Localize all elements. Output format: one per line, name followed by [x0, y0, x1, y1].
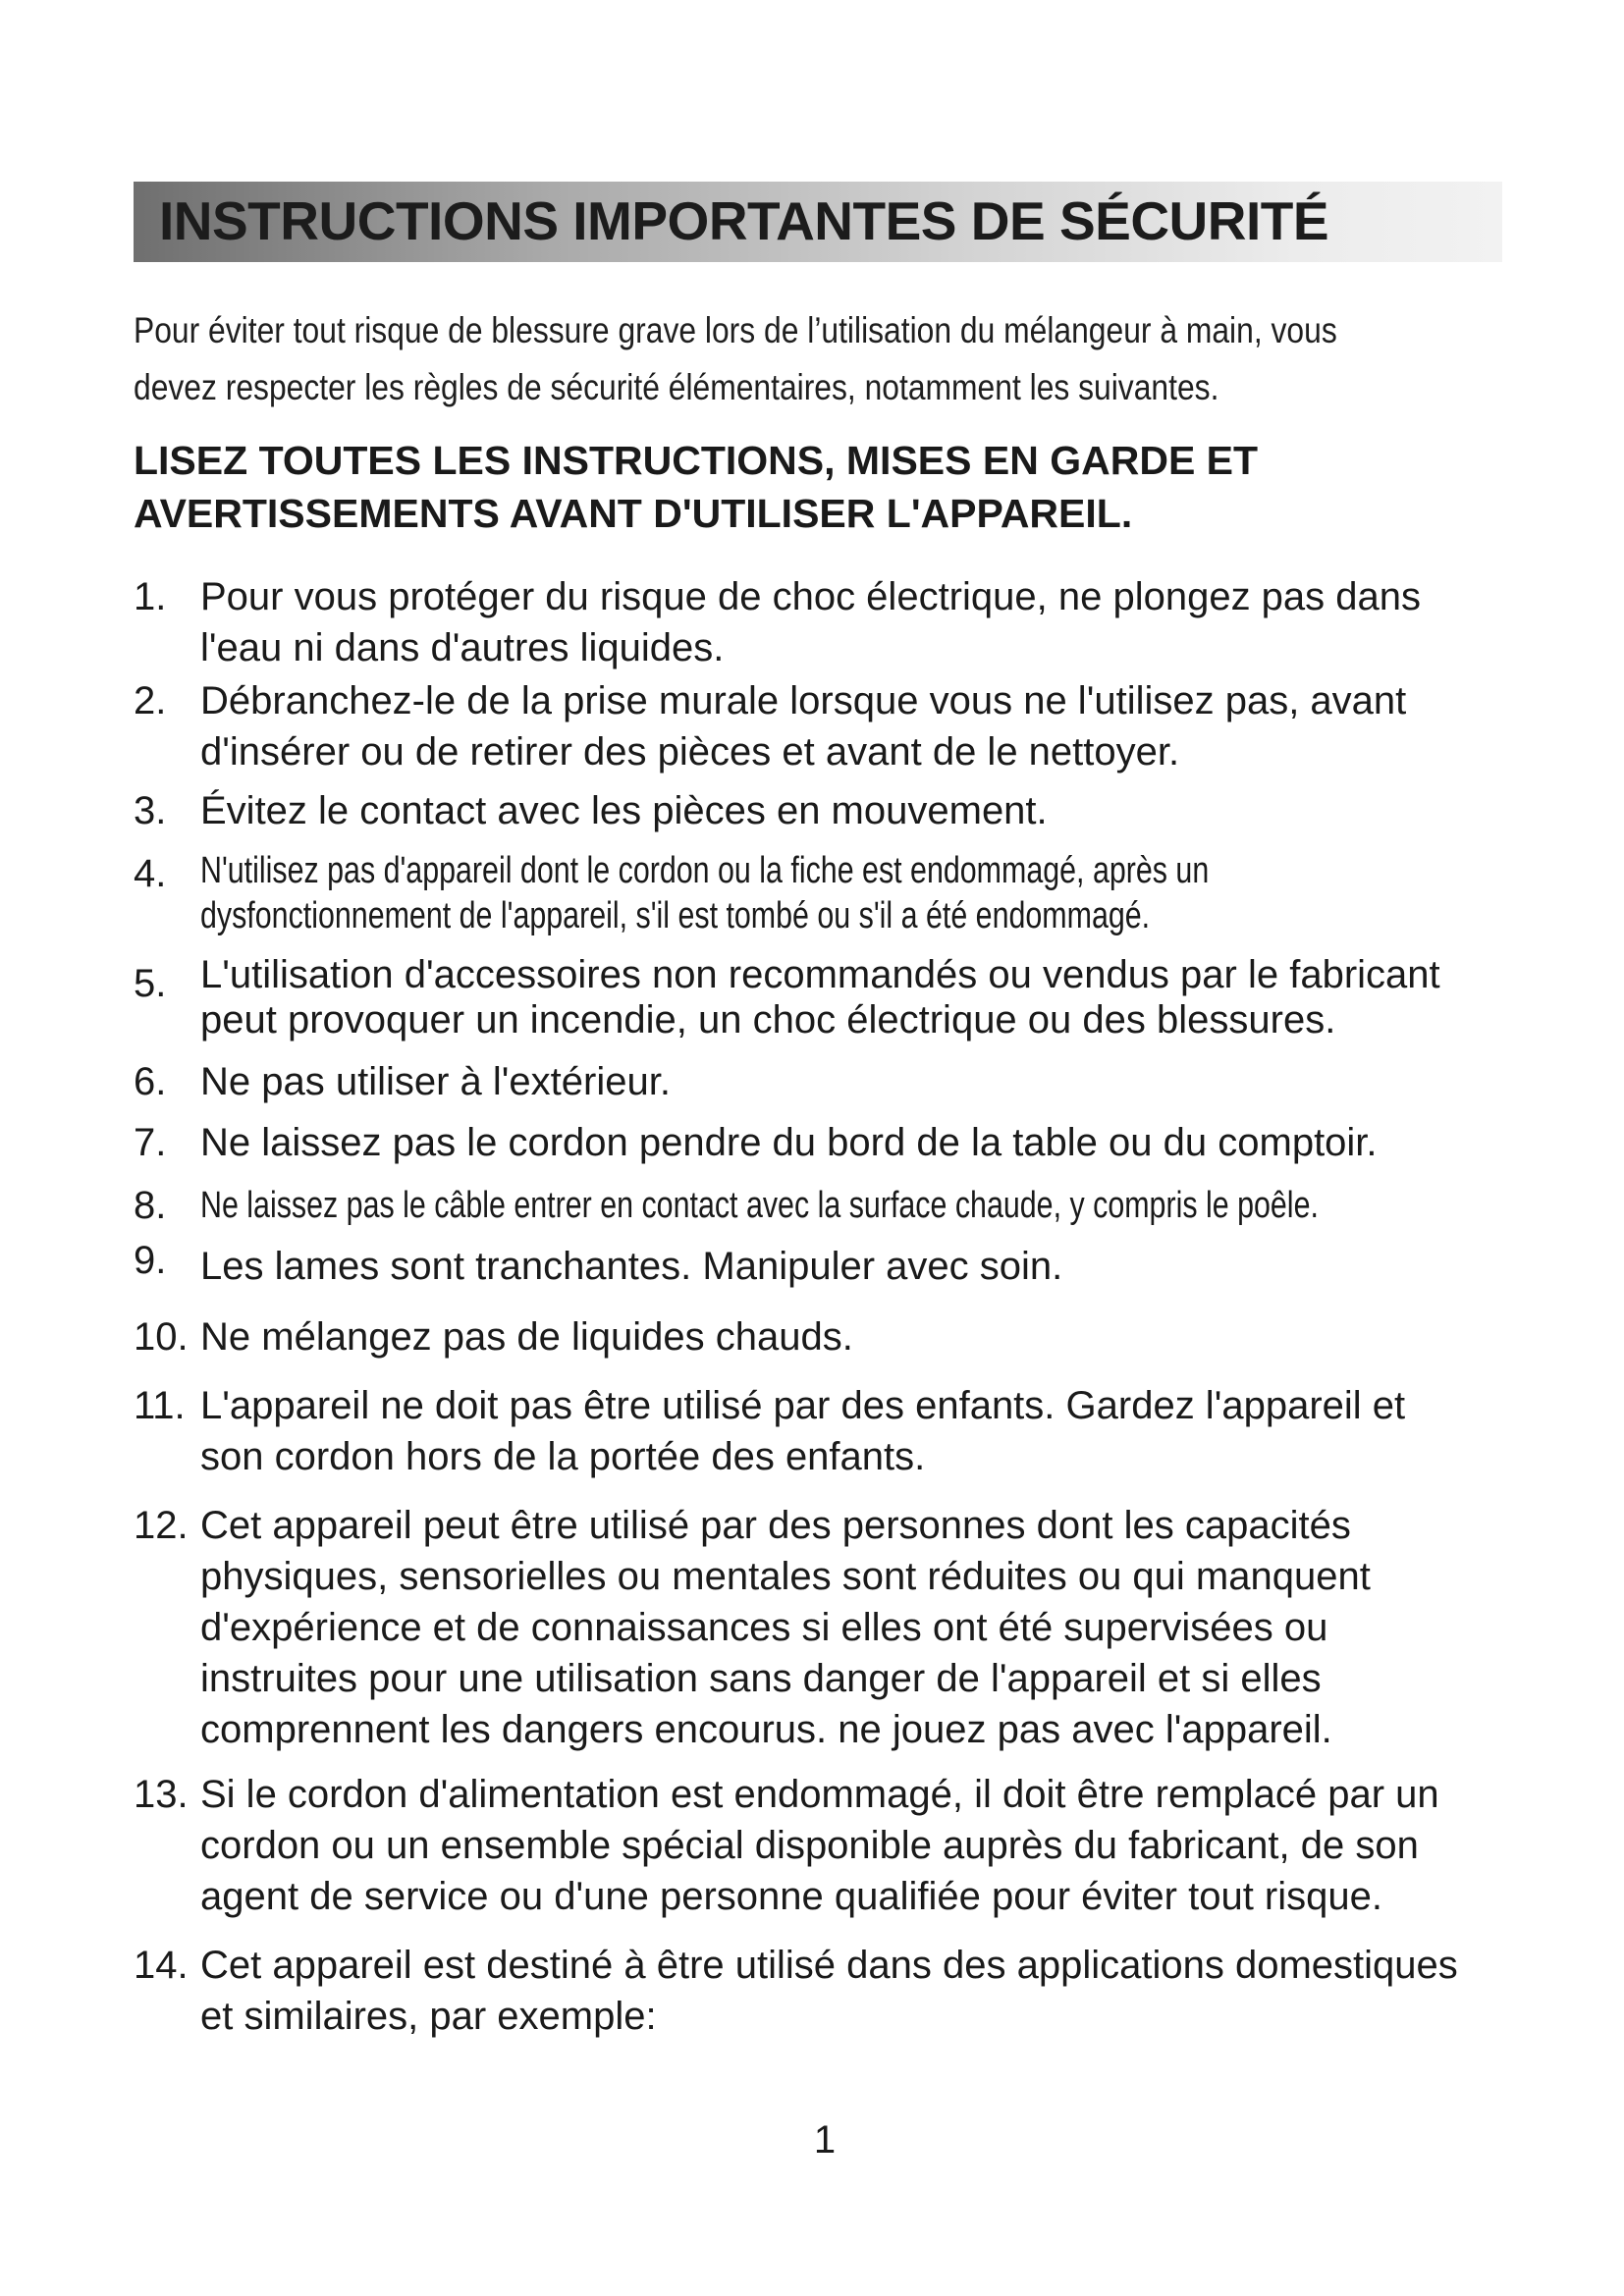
intro-paragraph	[134, 302, 1518, 416]
list-item-text	[200, 571, 1421, 673]
list-item-text	[200, 1311, 853, 1362]
list-item-line: peut provoquer un incendie, un choc électrique ou des blessures.	[200, 998, 1336, 1041]
list-item-line: N'utilisez pas d'appareil dont le cordon ou la fiche est endommagé, après un	[200, 850, 1210, 891]
list-item-line: l'eau ni dans d'autres liquides.	[200, 626, 725, 669]
warning-line: LISEZ TOUTES LES INSTRUCTIONS, MISES EN GARDE ET	[134, 438, 1259, 483]
page-number: 1	[813, 2118, 837, 2162]
list-item-line: d'insérer ou de retirer des pièces et avant de le nettoyer.	[200, 730, 1180, 774]
list-item-line: comprennent les dangers encourus. ne jouez pas avec l'appareil.	[200, 1708, 1332, 1751]
list-item-number: 13.	[134, 1773, 189, 1816]
list-item-number: 11.	[134, 1384, 186, 1427]
list-item-line: Ne laissez pas le câble entrer en contact avec la surface chaude, y compris le poêle.	[200, 1185, 1319, 1226]
list-item-line: Débranchez-le de la prise murale lorsque vous ne l'utilisez pas, avant	[200, 679, 1407, 722]
page-title: INSTRUCTIONS IMPORTANTES DE SÉCURITÉ	[159, 190, 1329, 251]
list-item-number: 3.	[134, 789, 167, 832]
list-item-text	[200, 1117, 1378, 1168]
list-item-line: son cordon hors de la portée des enfants.	[200, 1435, 926, 1478]
list-item-number: 8.	[134, 1184, 167, 1227]
list-item-text	[200, 1241, 1062, 1292]
warning-heading	[134, 434, 1258, 540]
list-item-line: Les lames sont tranchantes. Manipuler avec soin.	[200, 1245, 1063, 1288]
list-item-text	[200, 848, 1209, 938]
list-item-text	[200, 785, 1048, 836]
list-item-line: d'expérience et de connaissances si elles ont été supervisées ou	[200, 1606, 1328, 1649]
list-item-line: Ne pas utiliser à l'extérieur.	[200, 1060, 671, 1103]
list-item-number: 14.	[134, 1944, 189, 1987]
list-item-line: Ne mélangez pas de liquides chauds.	[200, 1315, 853, 1359]
list-item-line: Évitez le contact avec les pièces en mouvement.	[200, 789, 1048, 832]
list-item-text	[200, 1500, 1371, 1755]
list-item-line: Pour vous protéger du risque de choc électrique, ne plongez pas dans	[200, 575, 1422, 618]
list-item-number: 6.	[134, 1060, 167, 1103]
list-item-line: physiques, sensorielles ou mentales sont réduites ou qui manquent	[200, 1555, 1371, 1598]
section-title-bar	[134, 182, 1502, 262]
list-item-number: 1.	[134, 575, 167, 618]
list-item-number: 5.	[134, 962, 167, 1005]
list-item-line: dysfonctionnement de l'appareil, s'il est tombé ou s'il a été endommagé.	[200, 895, 1151, 936]
list-item-text	[200, 1380, 1405, 1482]
list-item-text	[200, 1769, 1439, 1922]
list-item-text	[200, 675, 1406, 777]
list-item-number: 9.	[134, 1239, 167, 1282]
list-item-line: Cet appareil peut être utilisé par des personnes dont les capacités	[200, 1504, 1351, 1547]
list-item-line: L'utilisation d'accessoires non recommandés ou vendus par le fabricant	[200, 953, 1440, 996]
list-item-number: 4.	[134, 852, 167, 895]
list-item-text	[200, 952, 1440, 1042]
list-item-line: Cet appareil est destiné à être utilisé dans des applications domestiques	[200, 1944, 1458, 1987]
list-item-line: agent de service ou d'une personne qualifiée pour éviter tout risque.	[200, 1875, 1382, 1918]
intro-line: Pour éviter tout risque de blessure grave lors de l’utilisation du mélangeur à main, vous	[134, 310, 1337, 350]
warning-line: AVERTISSEMENTS AVANT D'UTILISER L'APPAREIL.	[134, 491, 1133, 536]
list-item-text	[200, 1180, 1319, 1231]
intro-line: devez respecter les règles de sécurité élémentaires, notamment les suivantes.	[134, 367, 1219, 407]
list-item-line: Si le cordon d'alimentation est endommagé, il doit être remplacé par un	[200, 1773, 1439, 1816]
list-item-text	[200, 1056, 671, 1107]
list-item-number: 7.	[134, 1121, 167, 1164]
list-item-text	[200, 1940, 1458, 2042]
list-item-number: 12.	[134, 1504, 189, 1547]
list-item-number: 2.	[134, 679, 167, 722]
list-item-line: instruites pour une utilisation sans danger de l'appareil et si elles	[200, 1657, 1322, 1700]
list-item-line: Ne laissez pas le cordon pendre du bord de la table ou du comptoir.	[200, 1121, 1378, 1164]
list-item-number: 10.	[134, 1315, 189, 1359]
list-item-line: cordon ou un ensemble spécial disponible auprès du fabricant, de son	[200, 1824, 1419, 1867]
list-item-line: et similaires, par exemple:	[200, 1995, 657, 2038]
list-item-line: L'appareil ne doit pas être utilisé par des enfants. Gardez l'appareil et	[200, 1384, 1406, 1427]
